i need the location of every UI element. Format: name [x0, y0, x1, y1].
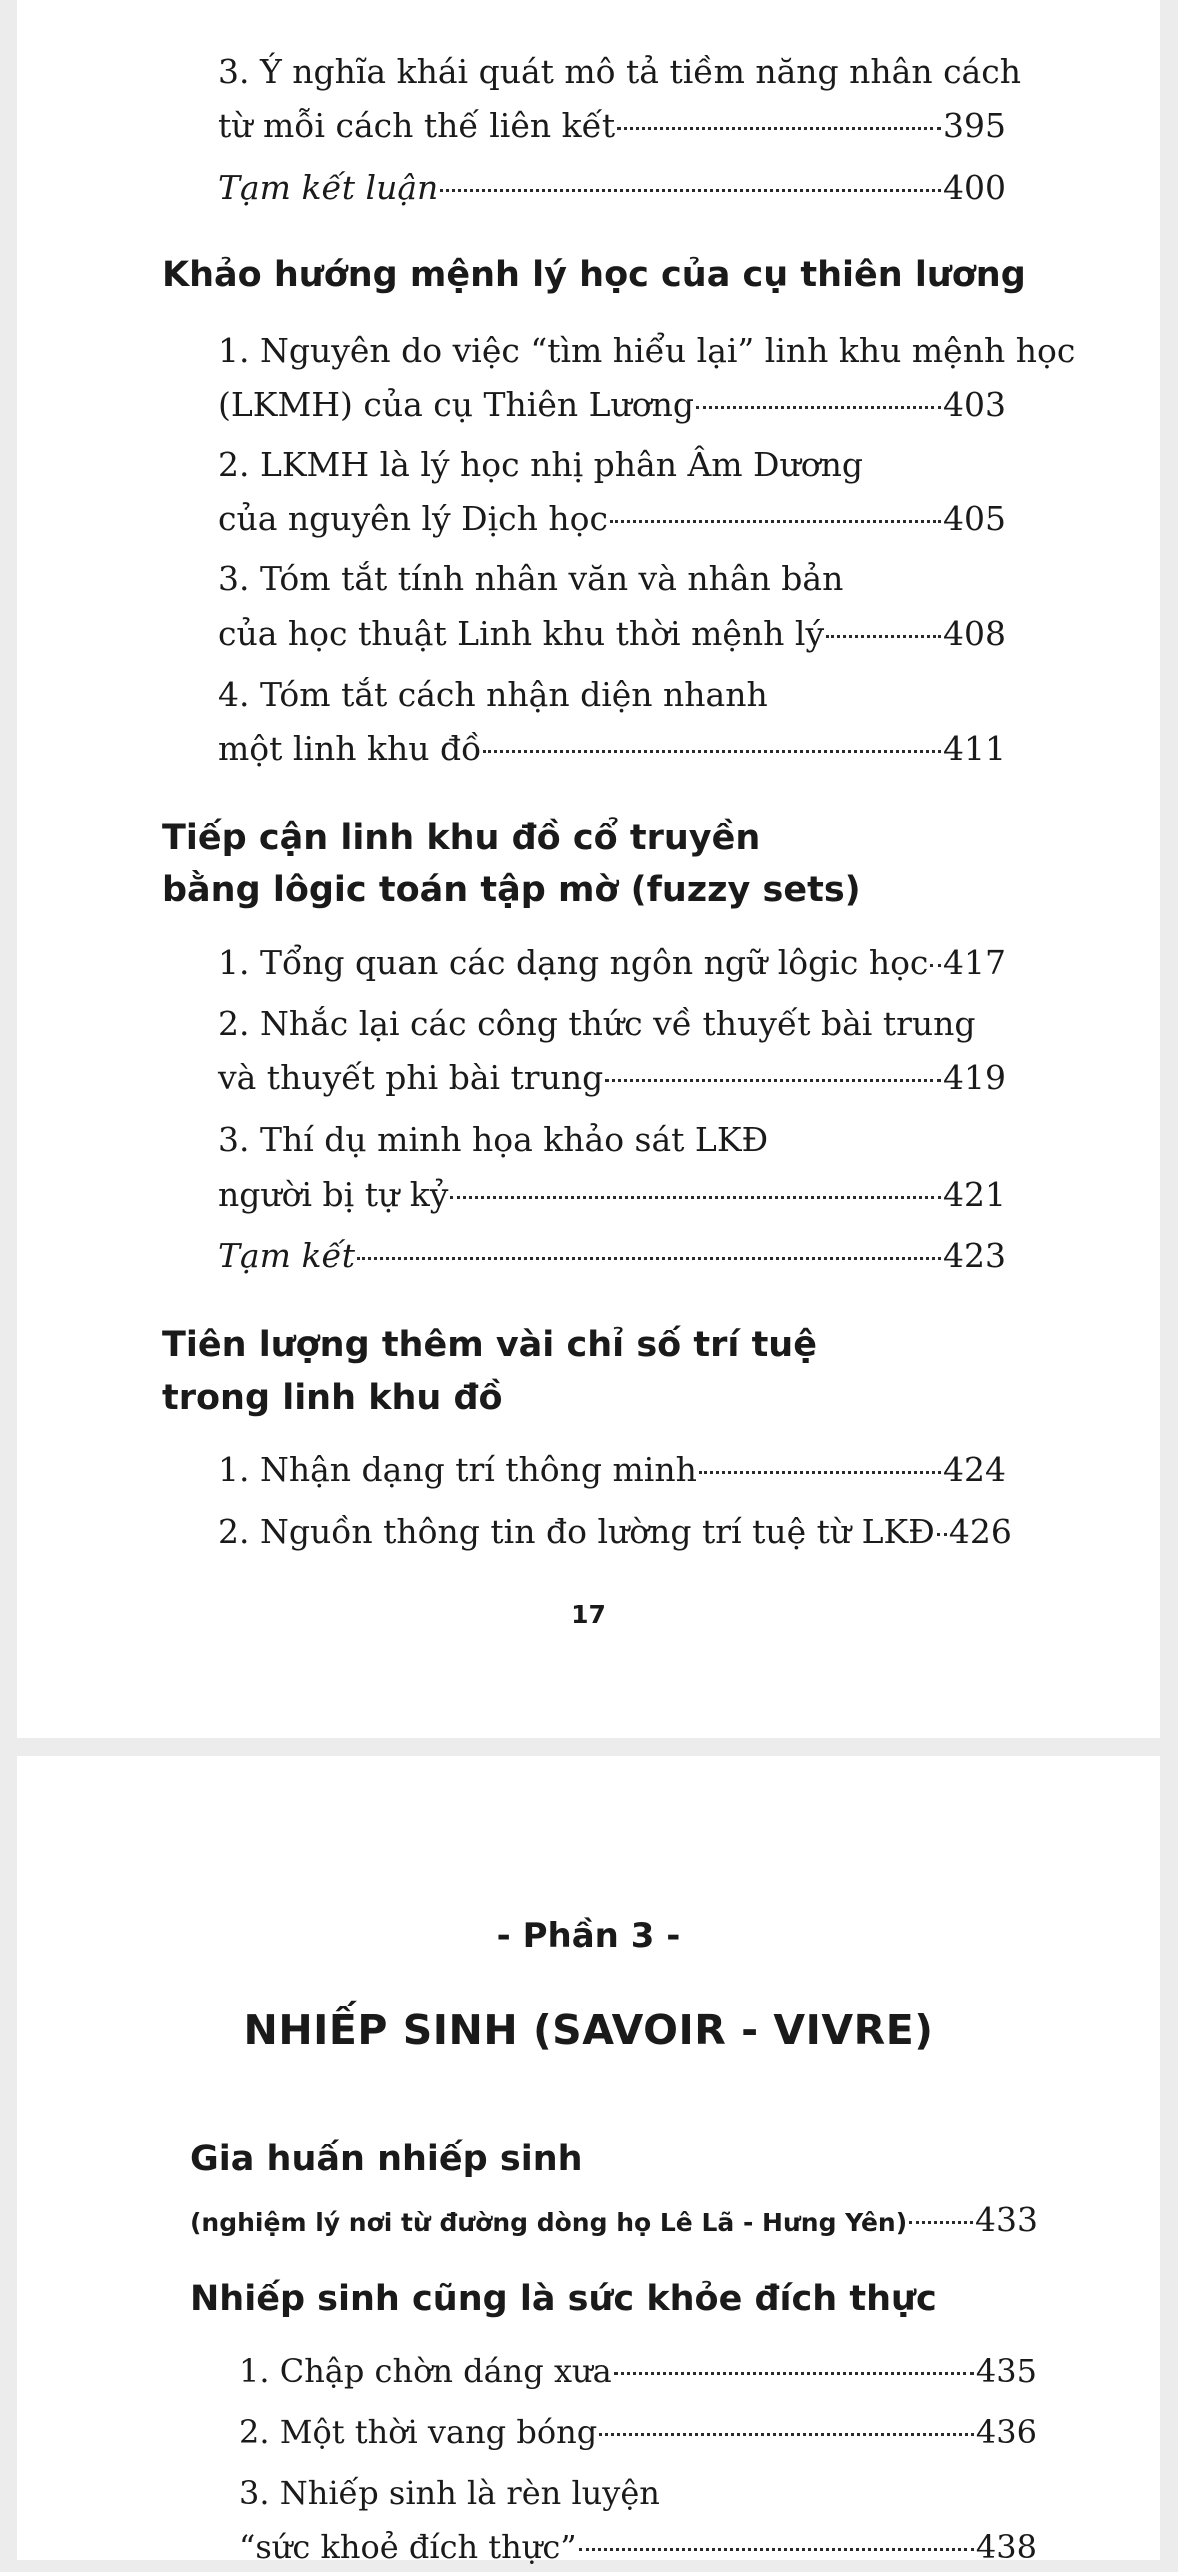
part-title: NHIẾP SINH (SAVOIR - VIVRE) — [243, 2006, 934, 2054]
dot-leader — [610, 520, 941, 523]
section-heading: Nhiếp sinh cũng là sức khỏe đích thực — [190, 2279, 937, 2319]
dot-leader — [483, 750, 941, 753]
toc-entry[interactable] — [218, 1445, 1006, 1495]
toc-entry[interactable] — [218, 1231, 1006, 1281]
dot-leader — [909, 2221, 973, 2224]
toc-entry-line: 2. Nhắc lại các công thức về thuyết bài trung — [218, 1004, 976, 1043]
toc-page-number: 403 — [943, 385, 1006, 424]
toc-page-number: 395 — [943, 106, 1006, 145]
dot-leader — [579, 2548, 974, 2551]
toc-entry-title: của nguyên lý Dịch học — [218, 499, 608, 538]
dot-leader — [605, 1079, 941, 1082]
toc-entry-title: “sức khoẻ đích thực” — [239, 2528, 577, 2566]
toc-entry[interactable] — [218, 494, 1006, 544]
dot-leader — [699, 1471, 941, 1474]
toc-entry[interactable] — [239, 2522, 1037, 2572]
toc-entry-line: 4. Tóm tắt cách nhận diện nhanh — [218, 675, 768, 714]
toc-entry[interactable] — [218, 380, 1006, 430]
toc-entry-line: 2. LKMH là lý học nhị phân Âm Dương — [218, 445, 864, 484]
toc-entry[interactable] — [190, 2195, 1038, 2248]
section-heading-line-2: bằng lôgic toán tập mờ (fuzzy sets) — [162, 870, 861, 910]
toc-entry-title: Tạm kết — [218, 1236, 356, 1275]
toc-page-number: 438 — [975, 2528, 1037, 2566]
dot-leader — [614, 2372, 974, 2375]
dot-leader — [937, 1533, 947, 1536]
section-heading: Gia huấn nhiếp sinh — [190, 2139, 583, 2179]
toc-page-number: 419 — [943, 1058, 1006, 1097]
toc-entry-line: 3. Ý nghĩa khái quát mô tả tiềm năng nhân cách — [218, 52, 1021, 91]
toc-entry-title: Tạm kết luận — [218, 168, 439, 207]
toc-entry-line: 3. Nhiếp sinh là rèn luyện — [239, 2474, 660, 2512]
toc-entry[interactable] — [239, 2407, 1037, 2457]
dot-leader — [826, 635, 941, 638]
toc-entry-title: 1. Tổng quan các dạng ngôn ngữ lôgic học — [218, 943, 929, 982]
toc-entry[interactable] — [218, 101, 1006, 151]
toc-entry-title: từ mỗi cách thế liên kết — [218, 106, 616, 145]
toc-entry[interactable] — [218, 724, 1006, 774]
dot-leader — [440, 189, 941, 192]
toc-entry-title: của học thuật Linh khu thời mệnh lý — [218, 614, 825, 653]
dot-leader — [599, 2433, 974, 2436]
dot-leader — [617, 127, 941, 130]
toc-entry-title: (LKMH) của cụ Thiên Lương — [218, 385, 695, 424]
toc-page-number: 400 — [943, 168, 1006, 207]
toc-page-number: 426 — [948, 1512, 1012, 1551]
toc-page-number: 423 — [943, 1236, 1006, 1275]
dot-leader — [450, 1196, 941, 1199]
toc-entry-title: 1. Chập chờn dáng xưa — [239, 2352, 612, 2390]
toc-page-number: 408 — [943, 614, 1006, 653]
toc-entry-title: 2. Nguồn thông tin đo lường trí tuệ từ LKĐ — [218, 1512, 935, 1551]
toc-entry[interactable] — [218, 163, 1006, 213]
document-page-part-3 — [17, 1756, 1160, 2566]
toc-entry-line: 3. Thí dụ minh họa khảo sát LKĐ — [218, 1120, 769, 1159]
toc-entry-line: 3. Tóm tắt tính nhân văn và nhân bản — [218, 559, 844, 598]
section-heading-line-2: trong linh khu đồ — [162, 1378, 503, 1418]
document-page-17 — [17, 0, 1160, 1738]
section-heading: Tiên lượng thêm vài chỉ số trí tuệ — [162, 1325, 817, 1365]
toc-page-number: 421 — [943, 1175, 1006, 1214]
toc-entry[interactable] — [218, 609, 1006, 659]
toc-entry-title: 2. Một thời vang bóng — [239, 2413, 598, 2451]
toc-entry[interactable] — [239, 2346, 1037, 2396]
dot-leader — [696, 406, 941, 409]
toc-entry-title: và thuyết phi bài trung — [218, 1058, 604, 1097]
toc-page-number: 436 — [975, 2413, 1037, 2451]
toc-entry-title: một linh khu đồ — [218, 729, 482, 768]
toc-entry-title: người bị tự kỷ — [218, 1175, 449, 1214]
section-heading: Tiếp cận linh khu đồ cổ truyền — [162, 818, 761, 858]
toc-entry[interactable] — [218, 1170, 1006, 1220]
toc-page-number: 435 — [975, 2352, 1037, 2390]
dot-leader — [357, 1257, 941, 1260]
part-label: - Phần 3 - — [496, 1916, 681, 1956]
toc-entry[interactable] — [218, 938, 1006, 988]
toc-entry-line: 1. Nguyên do việc “tìm hiểu lại” linh khu mệnh học — [218, 331, 1076, 370]
toc-entry[interactable] — [218, 1053, 1006, 1103]
toc-page-number: 405 — [943, 499, 1006, 538]
toc-entry-title: 1. Nhận dạng trí thông minh — [218, 1450, 697, 1489]
page-number: 17 — [571, 1600, 606, 1629]
dot-leader — [930, 964, 941, 967]
toc-page-number: 424 — [943, 1450, 1006, 1489]
section-note: (nghiệm lý nơi từ đường dòng họ Lê Lã - Hưng Yên) — [190, 2208, 908, 2237]
section-heading: Khảo hướng mệnh lý học của cụ thiên lương — [162, 255, 1026, 295]
toc-entry[interactable] — [218, 1507, 1012, 1557]
toc-page-number: 417 — [943, 943, 1006, 982]
toc-page-number: 411 — [943, 729, 1006, 768]
toc-page-number: 433 — [975, 2200, 1038, 2239]
